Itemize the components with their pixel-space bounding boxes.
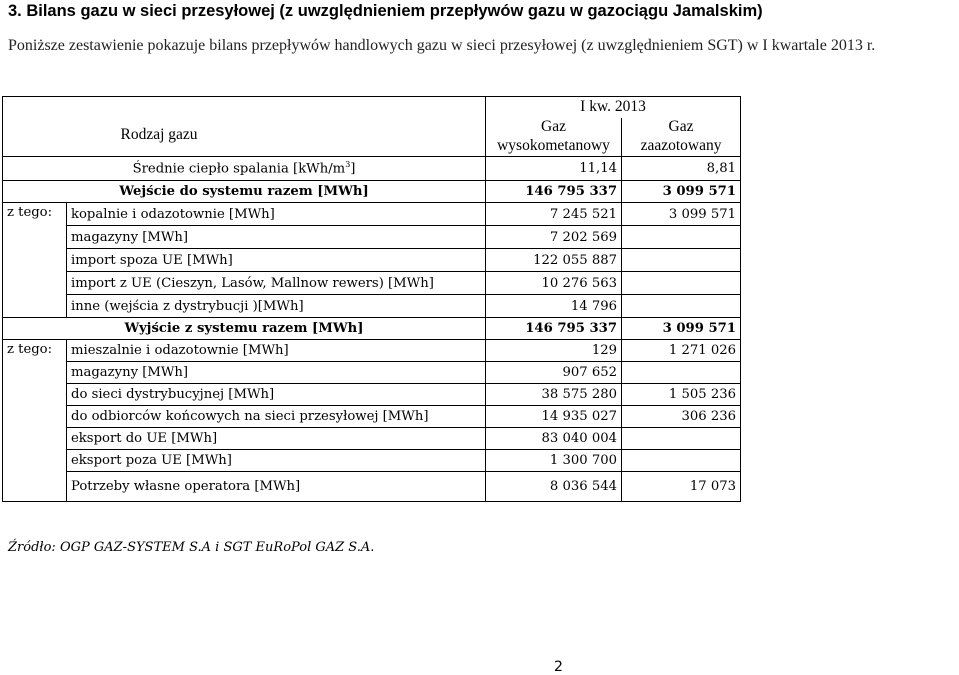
page-number: 2: [554, 659, 563, 675]
row-high: 14 935 027: [486, 406, 622, 428]
row-label: Potrzeby własne operatora [MWh]: [67, 472, 486, 502]
row-label: kopalnie i odazotownie [MWh]: [67, 203, 486, 226]
table-row: [3, 272, 741, 295]
col-high-methane-line1: Gaz: [486, 118, 622, 137]
row-high: 122 055 887: [486, 249, 622, 272]
row-label: do odbiorców końcowych na sieci przesyłowej [MWh]: [67, 406, 486, 428]
table-row: [3, 384, 741, 406]
row-label: do sieci dystrybucyjnej [MWh]: [67, 384, 486, 406]
table-row: [3, 295, 741, 318]
output-total-nitrogen: 3 099 571: [622, 318, 741, 340]
row-nitrogen: 3 099 571: [622, 203, 741, 226]
row-nitrogen: [622, 428, 741, 450]
col-nitrogen-line1: Gaz: [622, 118, 741, 137]
row-high: 8 036 544: [486, 472, 622, 502]
row-label: import z UE (Cieszyn, Lasów, Mallnow rewers) [MWh]: [67, 272, 486, 295]
row-high: 14 796: [486, 295, 622, 318]
row-high: 1 300 700: [486, 450, 622, 472]
row-label: magazyny [MWh]: [67, 226, 486, 249]
row-header-cell: [3, 97, 486, 157]
row-nitrogen: [622, 272, 741, 295]
output-total-row: [3, 318, 741, 340]
row-label: eksport do UE [MWh]: [67, 428, 486, 450]
row-high: 129: [486, 340, 622, 362]
calorific-high: 11,14: [486, 157, 622, 181]
input-total-nitrogen: 3 099 571: [622, 181, 741, 203]
row-nitrogen: [622, 226, 741, 249]
row-high: 10 276 563: [486, 272, 622, 295]
row-high: 907 652: [486, 362, 622, 384]
row-nitrogen: 1 505 236: [622, 384, 741, 406]
input-total-high: 146 795 337: [486, 181, 622, 203]
row-label: mieszalnie i odazotownie [MWh]: [67, 340, 486, 362]
row-nitrogen: [622, 450, 741, 472]
col-high-methane-line2: wysokometanowy: [486, 137, 622, 157]
table-row: [3, 203, 741, 226]
col-nitrogen-line2: zaazotowany: [622, 137, 741, 157]
row-high: 7 245 521: [486, 203, 622, 226]
row-nitrogen: 1 271 026: [622, 340, 741, 362]
row-label: import spoza UE [MWh]: [67, 249, 486, 272]
table-row: [3, 428, 741, 450]
table-row: [3, 340, 741, 362]
input-total-row: [3, 181, 741, 203]
table-row: [3, 362, 741, 384]
row-high: 38 575 280: [486, 384, 622, 406]
output-prefix: z tego:: [3, 340, 67, 502]
row-nitrogen: 306 236: [622, 406, 741, 428]
row-high: 83 040 004: [486, 428, 622, 450]
calorific-nitrogen: 8,81: [622, 157, 741, 181]
table-row: [3, 472, 741, 502]
period-header-row: [3, 97, 741, 118]
gas-balance-table: [2, 96, 741, 502]
source-note: Źródło: OGP GAZ-SYSTEM S.A i SGT EuRoPol GAZ S.A.: [8, 540, 375, 555]
period-label: I kw. 2013: [486, 97, 741, 118]
input-total-label: Wejście do systemu razem [MWh]: [3, 181, 486, 203]
table-row: [3, 249, 741, 272]
row-nitrogen: [622, 295, 741, 318]
row-label: magazyny [MWh]: [67, 362, 486, 384]
input-prefix: z tego:: [3, 203, 67, 318]
row-label: eksport poza UE [MWh]: [67, 450, 486, 472]
table-row: [3, 406, 741, 428]
calorific-row: [3, 157, 741, 181]
output-total-high: 146 795 337: [486, 318, 622, 340]
row-header-label: Rodzaj gazu: [120, 125, 198, 143]
table-row: [3, 450, 741, 472]
output-total-label: Wyjście z systemu razem [MWh]: [3, 318, 486, 340]
calorific-label: Średnie ciepło spalania $[kWh/m^3]$: [3, 157, 486, 181]
row-high: 7 202 569: [486, 226, 622, 249]
row-nitrogen: [622, 249, 741, 272]
row-nitrogen: [622, 362, 741, 384]
row-nitrogen: 17 073: [622, 472, 741, 502]
table-row: [3, 226, 741, 249]
intro-paragraph: Poniższe zestawienie pokazuje bilans przepływów handlowych gazu w sieci przesyłowej (z uwzględnieniem SGT) w I kwartale 2013 r.: [8, 37, 876, 54]
section-heading: 3. Bilans gazu w sieci przesyłowej (z uwzględnieniem przepływów gazu w gazociągu Jamalskim): [8, 2, 763, 20]
row-label: inne (wejścia z dystrybucji )[MWh]: [67, 295, 486, 318]
